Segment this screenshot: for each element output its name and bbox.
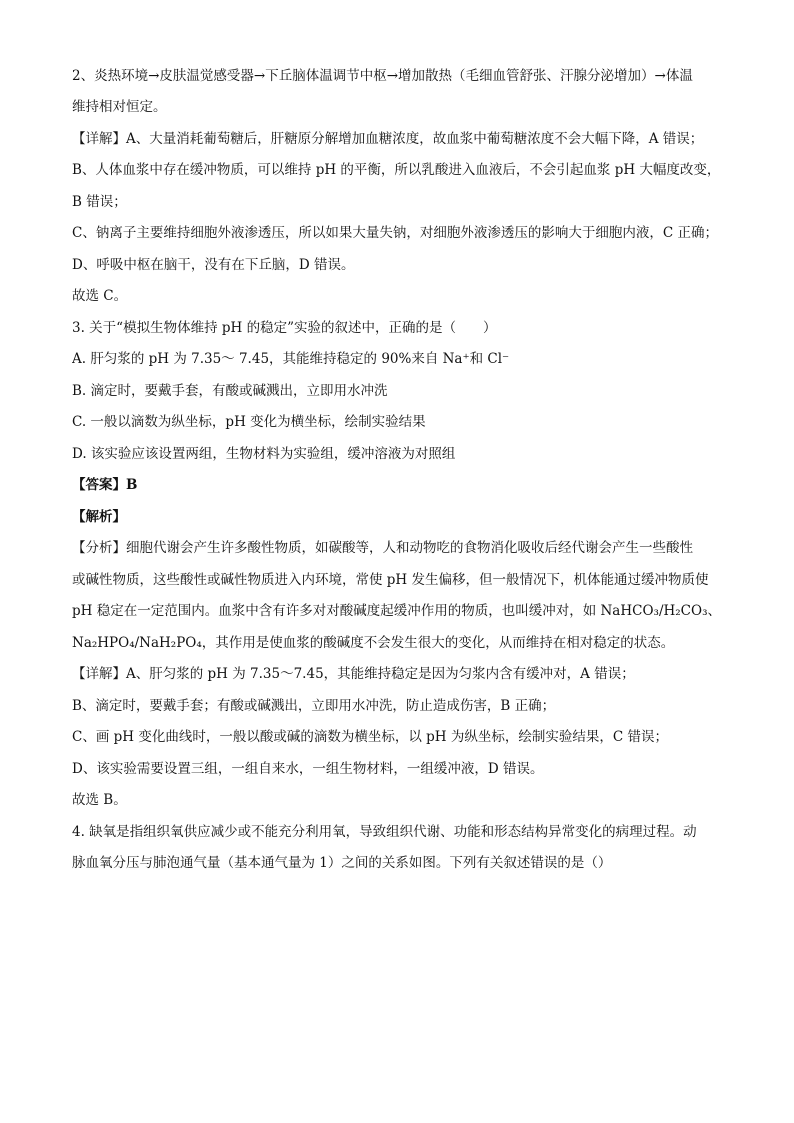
- text-line: B、滴定时，要戴手套；有酸或碱溅出，立即用水冲洗，防止造成伤害，B 正确；: [72, 698, 556, 714]
- text-line: B、人体血浆中存在缓冲物质，可以维持 pH 的平衡，所以乳酸进入血液后，不会引起血浆 pH 大幅度改变，: [72, 162, 721, 178]
- answer-line: 【答案】B: [72, 477, 138, 493]
- text-line: 或碱性物质，这些酸性或碱性物质进入内环境，常使 pH 发生偏移，但一般情况下，机体能通过缓冲物质使: [72, 572, 709, 588]
- text-line: C、画 pH 变化曲线时，一般以酸或碱的滴数为横坐标，以 pH 为纵坐标，绘制实验结果，C 错误；: [72, 729, 668, 745]
- text-line: D、该实验需要设置三组，一组自来水，一组生物材料，一组缓冲液，D 错误。: [72, 761, 544, 777]
- text-line: D、呼吸中枢在脑干，没有在下丘脑，D 错误。: [72, 257, 355, 273]
- question-stem: 3. 关于“模拟生物体维持 pH 的稳定”实验的叙述中，正确的是（ ）: [72, 320, 497, 336]
- text-line: 脉血氧分压与肺泡通气量（基本通气量为 1）之间的关系如图。下列有关叙述错误的是（）: [72, 855, 612, 871]
- text-line: 维持相对恒定。: [72, 99, 167, 115]
- option-d: D. 该实验应该设置两组，生物材料为实验组，缓冲溶液为对照组: [72, 446, 456, 462]
- text-line: Na₂HPO₄/NaH₂PO₄，其作用是使血浆的酸碱度不会发生很大的变化，从而维持在相对稳定的状态。: [72, 635, 675, 651]
- text-line: 故选 C。: [72, 288, 128, 304]
- text-line: 2、炎热环境→皮肤温觉感受器→下丘脑体温调节中枢→增加散热（毛细血管舒张、汗腺分泌增加）→体温: [72, 68, 693, 84]
- text-line: 【详解】A、肝匀浆的 pH 为 7.35～7.45，其能维持稳定是因为匀浆内含有缓冲对，A 错误；: [72, 666, 635, 682]
- text-line: 故选 B。: [72, 792, 127, 808]
- text-line: C、钠离子主要维持细胞外液渗透压，所以如果大量失钠，对细胞外液渗透压的影响大于细胞内液，C 正确；: [72, 225, 718, 241]
- question-stem: 4. 缺氧是指组织氧供应减少或不能充分利用氧，导致组织代谢、功能和形态结构异常变化的病理过程。动: [72, 824, 697, 840]
- option-c: C. 一般以滴数为纵坐标，pH 变化为横坐标，绘制实验结果: [72, 414, 426, 430]
- text-line: 【分析】细胞代谢会产生许多酸性物质，如碳酸等，人和动物吃的食物消化吸收后经代谢会产生一些酸性: [72, 540, 693, 556]
- option-b: B. 滴定时，要戴手套，有酸或碱溅出，立即用水冲洗: [72, 383, 388, 399]
- text-line: pH 稳定在一定范围内。血浆中含有许多对对酸碱度起缓冲作用的物质，也叫缓冲对，如 NaHCO₃/H₂CO₃、: [72, 603, 721, 619]
- text-line: B 错误；: [72, 194, 127, 210]
- analysis-heading: 【解析】: [72, 509, 126, 525]
- option-a: A. 肝匀浆的 pH 为 7.35～ 7.45，其能维持稳定的 90%来自 Na⁺和 Cl⁻: [72, 351, 510, 367]
- text-line: 【详解】A、大量消耗葡萄糖后，肝糖原分解增加血糖浓度，故血浆中葡萄糖浓度不会大幅下降，A 错误；: [72, 131, 704, 147]
